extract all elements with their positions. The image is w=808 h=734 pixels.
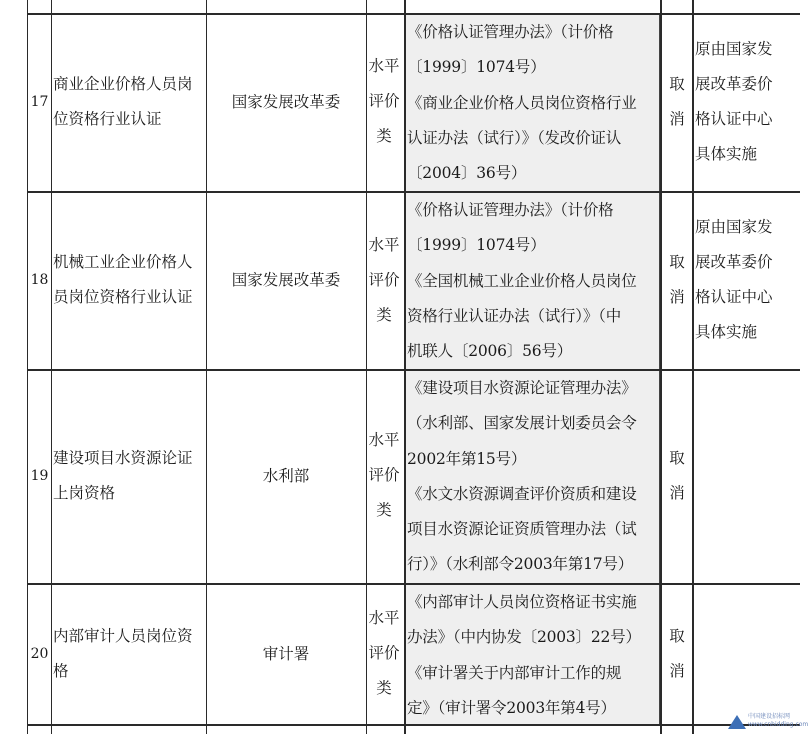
legal-basis: 《内部审计人员岗位资格证书实施 办法》（中内协发〔2003〕22号） 《审计署关于内部审计工作的规 定》（审计署令2003年第4号） <box>407 593 641 717</box>
legal-basis: 《价格认证管理办法》（计价格 〔1999〕1074号） 《全国机械工业企业价格人员岗位 资格行业认证办法（试行）》（中 机联人〔2006〕56号） <box>407 201 637 361</box>
department: 国家发展改革委 <box>231 93 341 111</box>
note: 原由国家发 展改革委价 格认证中心 具体实施 <box>695 40 773 163</box>
department: 国家发展改革委 <box>231 271 341 289</box>
note: 原由国家发 展改革委价 格认证中心 具体实施 <box>695 218 773 341</box>
row-number: 17 <box>30 94 49 110</box>
item-name: 商业企业价格人员岗 位资格行业认证 <box>53 75 193 128</box>
category: 水平 评价 类 <box>368 609 400 697</box>
action: 取 消 <box>669 627 685 680</box>
category: 水平 评价 类 <box>368 431 400 519</box>
watermark-text: 中国建设招标网 www.cnbidding.com <box>748 713 808 728</box>
action: 取 消 <box>669 449 685 502</box>
row-number: 19 <box>30 468 49 484</box>
site-watermark <box>726 711 808 731</box>
department: 审计署 <box>262 645 310 663</box>
category: 水平 评价 类 <box>368 57 400 145</box>
table-border <box>366 0 367 734</box>
item-name: 内部审计人员岗位资 格 <box>53 627 193 680</box>
legal-basis: 《建设项目水资源论证管理办法》 （水利部、国家发展计划委员会令 2002年第15号） 《水文水资源调查评价资质和建设 项目水资源论证资质管理办法（试 行）》（水利部令2003年第17号） <box>407 379 637 574</box>
table-border <box>692 0 694 734</box>
table-border <box>27 0 28 734</box>
item-name: 机械工业企业价格人 员岗位资格行业认证 <box>53 253 193 306</box>
action: 取 消 <box>669 75 685 128</box>
triangle-logo-icon <box>728 715 746 729</box>
item-name: 建设项目水资源论证 上岗资格 <box>53 449 193 502</box>
table-border <box>51 0 52 734</box>
action: 取 消 <box>669 253 685 306</box>
category: 水平 评价 类 <box>368 236 400 324</box>
row-number: 18 <box>30 272 49 288</box>
legal-basis: 《价格认证管理办法》（计价格 〔1999〕1074号） 《商业企业价格人员岗位资格行业 认证办法（试行）》（发改价证认 〔2004〕36号） <box>407 23 637 183</box>
department: 水利部 <box>262 467 310 485</box>
table-border <box>404 0 406 734</box>
row-number: 20 <box>30 646 49 662</box>
